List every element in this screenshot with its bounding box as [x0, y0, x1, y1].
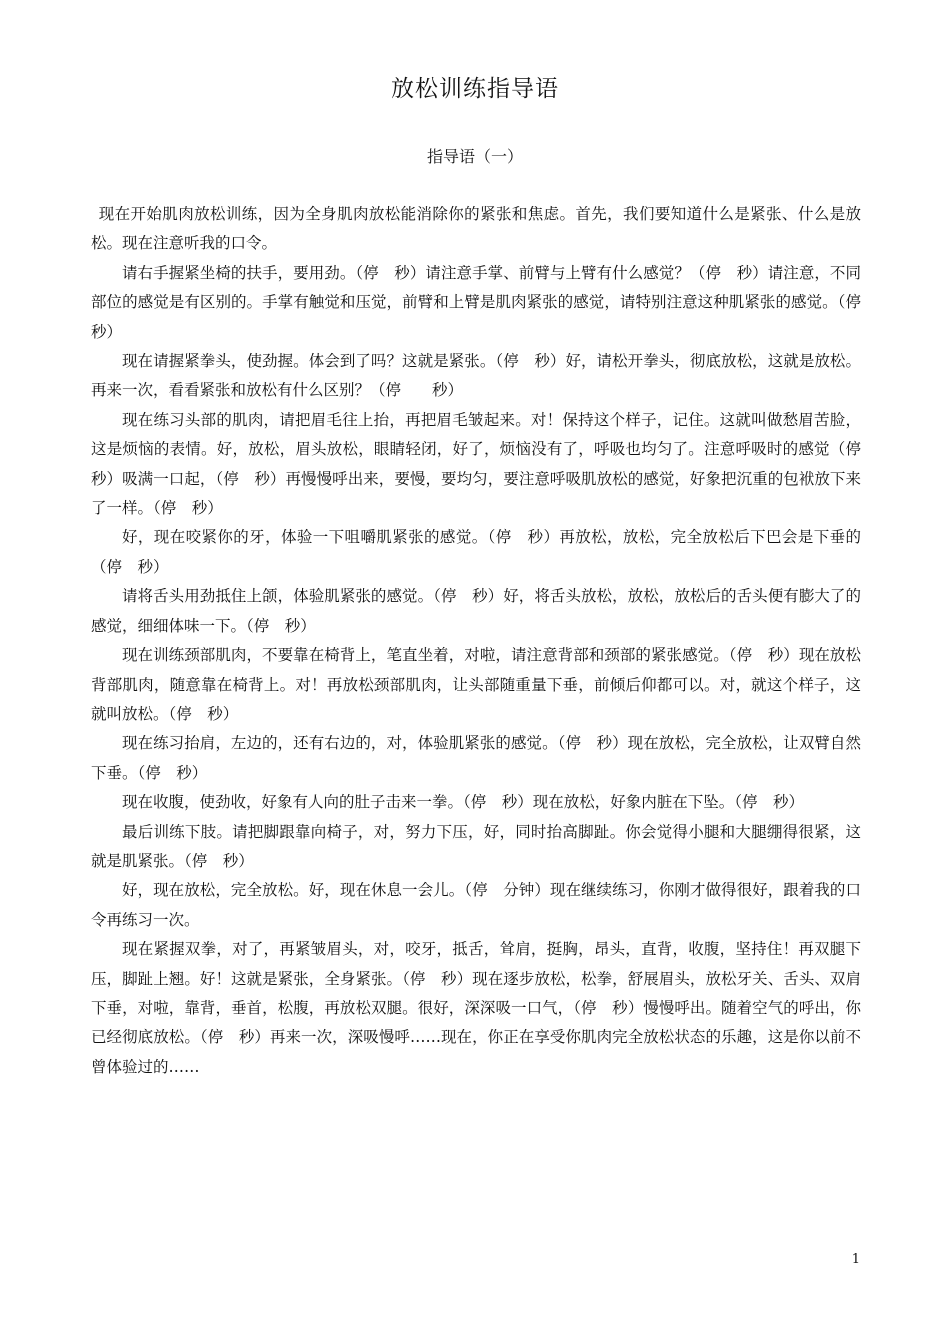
page-number: 1	[851, 1252, 860, 1267]
document-body	[91, 200, 877, 1082]
paragraph: 现在练习头部的肌肉，请把眉毛往上抬，再把眉毛皱起来。对！保持这个样子，记住。这就叫做愁眉苦脸，这是烦恼的表情。好，放松，眉头放松，眼睛轻闭，好了，烦恼没有了，呼吸也均匀了。注意呼吸时的感觉（停 秒）吸满一口起，（停 秒）再慢慢呼出来，要慢，要均匀，要注意呼吸肌放松的感觉，好象把沉重的包袱放下来了一样。（停 秒）	[91, 410, 877, 518]
paragraph: 请右手握紧坐椅的扶手，要用劲。（停 秒）请注意手掌、前臂与上臂有什么感觉？（停 秒）请注意，不同部位的感觉是有区别的。手掌有触觉和压觉，前臂和上臂是肌肉紧张的感觉，请特别注意这种肌紧张的感觉。（停 秒）	[91, 263, 877, 341]
document-title: 放松训练指导语	[391, 76, 559, 102]
paragraph: 现在请握紧拳头，使劲握。体会到了吗？这就是紧张。（停 秒）好，请松开拳头，彻底放松，这就是放松。再来一次，看看紧张和放松有什么区别？（停 秒）	[91, 352, 861, 400]
paragraph: 现在紧握双拳，对了，再紧皱眉头，对，咬牙，抵舌，耸肩，挺胸，昂头，直背，收腹，坚持住！再双腿下压，脚趾上翘。好！这就是紧张，全身紧张。（停 秒）现在逐步放松，松拳，舒展眉头，放松牙关、舌头、双肩下垂，对啦，靠背，垂首，松腹，再放松双腿。很好，深深吸一口气，（停 秒）慢慢呼出。随着空气的呼出，你已经彻底放松。（停 秒）再来一次，深吸慢呼……现在，你正在享受你肌肉完全放松状态的乐趣，这是你以前不曾体验过的……	[91, 940, 861, 1076]
paragraph: 现在收腹，使劲收，好象有人向的肚子击来一拳。（停 秒）现在放松，好象内脏在下坠。（停 秒）	[122, 793, 805, 812]
paragraph: 最后训练下肢。请把脚跟靠向椅子，对，努力下压，好，同时抬高脚趾。你会觉得小腿和大腿绷得很紧，这就是肌紧张。（停 秒）	[91, 822, 861, 870]
paragraph: 请将舌头用劲抵住上颌，体验肌紧张的感觉。（停 秒）好，将舌头放松，放松，放松后的舌头便有膨大了的感觉，细细体味一下。（停 秒）	[91, 587, 861, 635]
paragraph: 现在开始肌肉放松训练，因为全身肌肉放松能消除你的紧张和焦虑。首先，我们要知道什么是紧张、什么是放松。现在注意听我的口令。	[91, 205, 861, 253]
paragraph: 好，现在咬紧你的牙，体验一下咀嚼肌紧张的感觉。（停 秒）再放松，放松，完全放松后下巴会是下垂的（停 秒）	[91, 528, 861, 576]
section-heading: 指导语（一）	[426, 147, 523, 166]
paragraph: 好，现在放松，完全放松。好，现在休息一会儿。（停 分钟）现在继续练习，你刚才做得很好，跟着我的口令再练习一次。	[91, 881, 861, 929]
paragraph: 现在练习抬肩，左边的，还有右边的，对，体验肌紧张的感觉。（停 秒）现在放松，完全放松，让双臂自然下垂。（停 秒）	[91, 734, 861, 782]
paragraph: 现在训练颈部肌肉，不要靠在椅背上，笔直坐着，对啦，请注意背部和颈部的紧张感觉。（停 秒）现在放松背部肌肉，随意靠在椅背上。对！再放松颈部肌肉，让头部随重量下垂，前倾后仰都可以。对，就这个样子，这就叫放松。（停 秒）	[91, 646, 861, 723]
